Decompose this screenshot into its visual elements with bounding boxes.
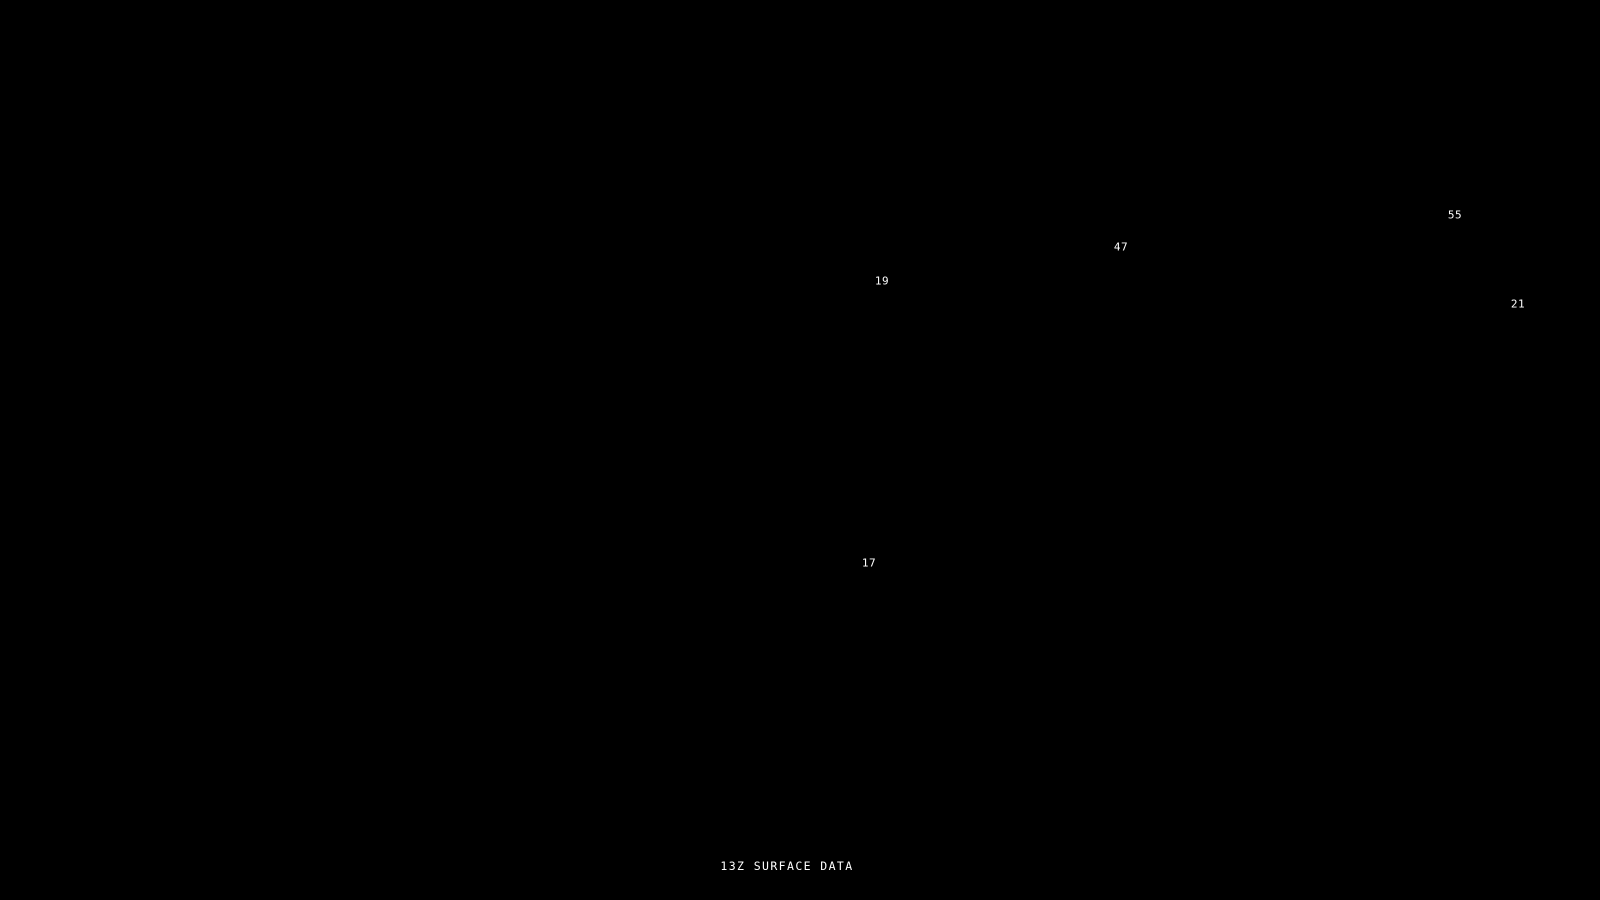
station-observation-55: 55 (1447, 208, 1463, 222)
station-observation-17: 17 (861, 556, 877, 570)
map-caption: 13Z SURFACE DATA (720, 859, 854, 873)
station-observation-47: 47 (1113, 240, 1129, 254)
station-observation-21: 21 (1510, 297, 1526, 311)
station-observation-19: 19 (874, 274, 890, 288)
